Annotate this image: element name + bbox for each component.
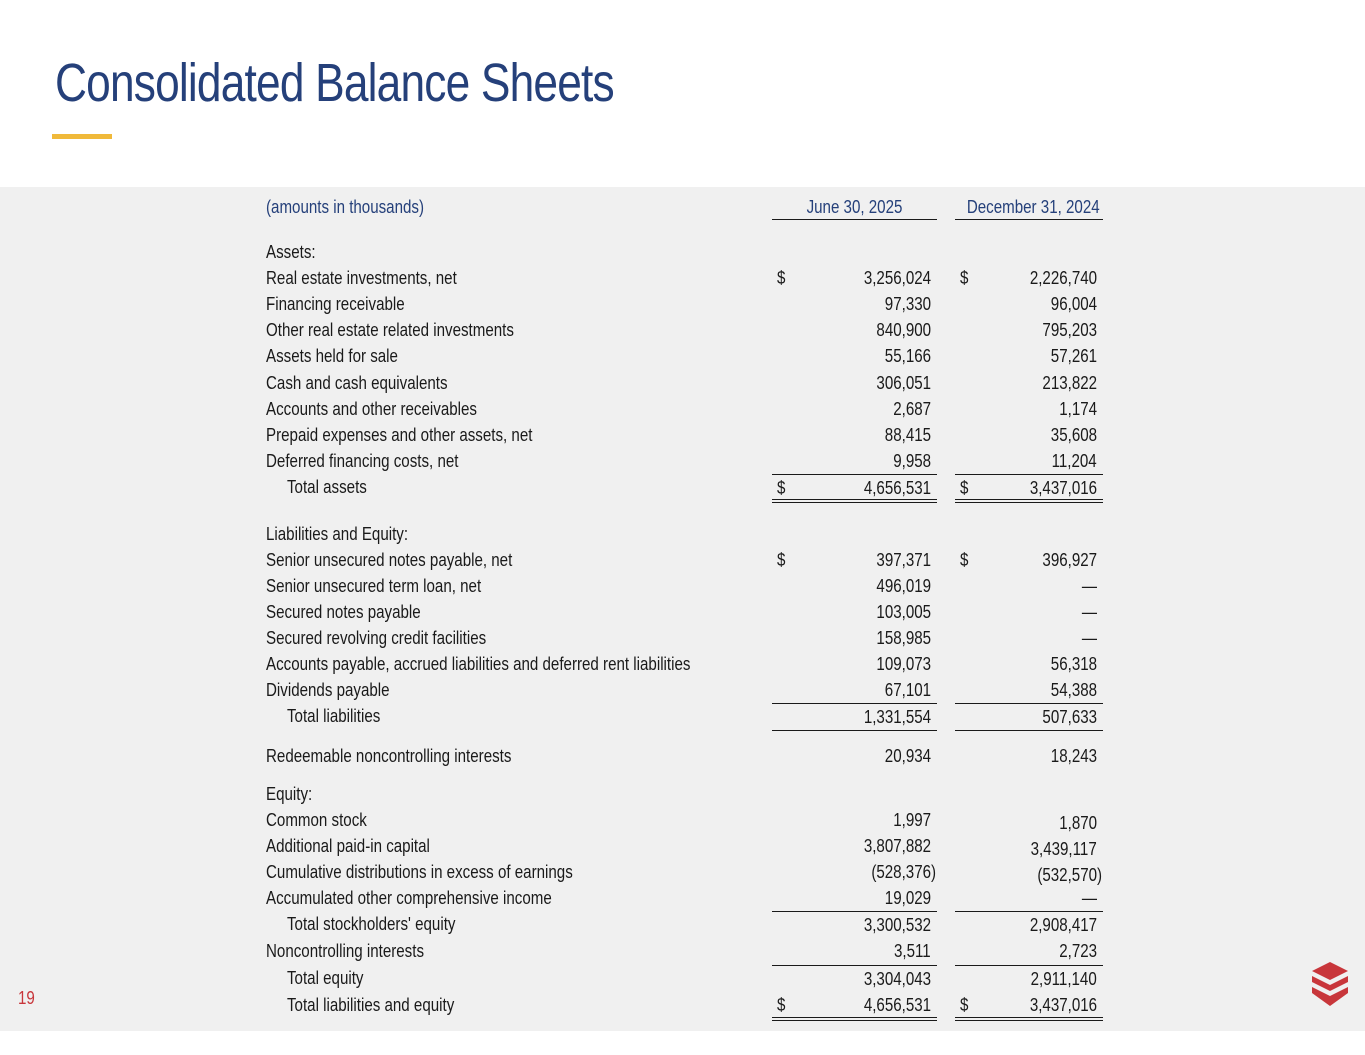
col1-value: 3,300,532 xyxy=(863,915,931,935)
col1-cell xyxy=(772,343,937,369)
col1-value: 9,958 xyxy=(893,451,931,471)
col2-value: — xyxy=(1081,602,1097,622)
table-row xyxy=(0,625,1365,651)
col1-cell xyxy=(772,625,937,651)
col2-cell xyxy=(955,743,1103,769)
grand-total-row xyxy=(0,992,1365,1018)
col1-value: 4,656,531 xyxy=(863,995,931,1015)
units-label: (amounts in thousands) xyxy=(266,197,425,217)
row-label: Real estate investments, net xyxy=(266,268,457,288)
col2-value: 213,822 xyxy=(1042,373,1097,393)
row-label: Total equity xyxy=(287,968,364,988)
row-label: Senior unsecured term loan, net xyxy=(266,576,482,596)
row-label: Cash and cash equivalents xyxy=(266,373,448,393)
row-label: Additional paid-in capital xyxy=(266,836,430,856)
table-row xyxy=(0,651,1365,677)
col1-value: 20,934 xyxy=(884,746,931,766)
col1-value: 109,073 xyxy=(876,654,931,674)
row-label: Deferred financing costs, net xyxy=(266,451,459,471)
row-label: Assets held for sale xyxy=(266,346,398,366)
col2-header: December 31, 2024 xyxy=(966,197,1100,217)
col2-value: 3,437,016 xyxy=(1029,995,1097,1015)
col2-value: 96,004 xyxy=(1050,294,1097,314)
total-row xyxy=(0,965,1365,991)
col1-value: 4,656,531 xyxy=(863,478,931,498)
table-row xyxy=(0,859,1365,885)
col2-value: 2,911,140 xyxy=(1030,969,1097,989)
row-label: Dividends payable xyxy=(266,680,390,700)
row-label: Senior unsecured notes payable, net xyxy=(266,550,513,570)
col1-value: 2,687 xyxy=(893,399,931,419)
col2-value: 3,439,117 xyxy=(1030,839,1097,859)
col2-cell xyxy=(955,317,1103,343)
row-label: Accounts and other receivables xyxy=(266,399,477,419)
col2-value: 1,870 xyxy=(1059,813,1097,833)
col2-cell xyxy=(955,703,1103,731)
col2-value: 2,908,417 xyxy=(1029,915,1097,935)
table-row xyxy=(0,291,1365,317)
col2-cell xyxy=(955,422,1103,448)
page-title: Consolidated Balance Sheets xyxy=(55,53,614,113)
row-label: Liabilities and Equity: xyxy=(266,524,409,544)
col1-cell xyxy=(772,677,937,703)
col2-value: 57,261 xyxy=(1050,346,1097,366)
col2-cell xyxy=(955,911,1103,937)
col2-cell xyxy=(955,448,1103,474)
col2-cell xyxy=(955,992,1103,1021)
section-heading-row xyxy=(0,239,1365,265)
col1-value: 19,029 xyxy=(884,888,931,908)
col1-header: June 30, 2025 xyxy=(806,197,903,217)
col1-value: 97,330 xyxy=(884,294,931,314)
col1-cell xyxy=(772,938,937,964)
col1-cell xyxy=(772,370,937,396)
col1-value: 3,256,024 xyxy=(863,268,931,288)
row-label: Common stock xyxy=(266,810,367,830)
col1-cell xyxy=(772,911,937,937)
col1-value: 55,166 xyxy=(884,346,931,366)
col1-value: 103,005 xyxy=(876,602,931,622)
row-label: Cumulative distributions in excess of earnings xyxy=(266,862,573,882)
col2-value: 2,723 xyxy=(1059,941,1097,961)
col1-cell xyxy=(772,859,937,885)
col1-cell xyxy=(772,599,937,625)
row-label: Redeemable noncontrolling interests xyxy=(266,746,512,766)
col2-cell xyxy=(955,573,1103,599)
table-row xyxy=(0,677,1365,703)
col2-cell xyxy=(955,938,1103,964)
col1-cell xyxy=(772,885,937,911)
currency-symbol: $ xyxy=(777,478,786,498)
col1-value: 3,304,043 xyxy=(863,969,931,989)
row-label: Financing receivable xyxy=(266,294,405,314)
col2-value: — xyxy=(1081,628,1097,648)
table-row xyxy=(0,547,1365,573)
table-row xyxy=(0,422,1365,448)
col1-cell xyxy=(772,703,937,731)
col2-value: 54,388 xyxy=(1050,680,1097,700)
col2-value: 3,437,016 xyxy=(1029,478,1097,498)
table-row xyxy=(0,370,1365,396)
currency-symbol: $ xyxy=(777,550,786,570)
col1-cell xyxy=(772,396,937,422)
table-row xyxy=(0,938,1365,964)
col1-value: 840,900 xyxy=(876,320,931,340)
col1-value: (528,376) xyxy=(871,862,936,882)
table-row xyxy=(0,885,1365,911)
col2-cell xyxy=(955,599,1103,625)
row-label: Assets: xyxy=(266,242,316,262)
col2-value: 35,608 xyxy=(1050,425,1097,445)
col1-value: 3,807,882 xyxy=(863,836,931,856)
col1-cell xyxy=(772,573,937,599)
col2-value: 507,633 xyxy=(1042,707,1097,727)
col2-cell xyxy=(955,651,1103,677)
col2-value: 396,927 xyxy=(1042,550,1097,570)
currency-symbol: $ xyxy=(960,550,969,570)
total-row xyxy=(0,474,1365,500)
col1-value: 3,511 xyxy=(894,941,931,961)
col1-value: 67,101 xyxy=(884,680,931,700)
row-label: Total liabilities and equity xyxy=(287,995,455,1015)
col2-cell xyxy=(955,885,1103,911)
col1-cell xyxy=(772,743,937,769)
col1-value: 306,051 xyxy=(876,373,931,393)
col2-cell xyxy=(955,625,1103,651)
table-row xyxy=(0,396,1365,422)
table-row xyxy=(0,317,1365,343)
col1-cell xyxy=(772,317,937,343)
col2-cell xyxy=(955,370,1103,396)
row-label: Total liabilities xyxy=(287,706,381,726)
col2-cell xyxy=(955,396,1103,422)
col2-cell xyxy=(955,547,1103,573)
section-heading-row xyxy=(0,781,1365,807)
col1-cell xyxy=(772,651,937,677)
title-accent-bar xyxy=(52,134,112,139)
col2-value: 795,203 xyxy=(1042,320,1097,340)
col2-value: 56,318 xyxy=(1050,654,1097,674)
col1-cell xyxy=(772,992,937,1021)
col2-value: — xyxy=(1081,576,1097,596)
row-label: Noncontrolling interests xyxy=(266,941,425,961)
table-row xyxy=(0,743,1365,769)
col1-cell xyxy=(772,291,937,317)
col1-value: 158,985 xyxy=(876,628,931,648)
table-row xyxy=(0,343,1365,369)
col2-cell xyxy=(955,474,1103,503)
col2-cell xyxy=(955,677,1103,703)
col1-header-cell xyxy=(772,194,937,220)
currency-symbol: $ xyxy=(777,268,786,288)
table-row xyxy=(0,265,1365,291)
col1-value: 88,415 xyxy=(884,425,931,445)
col2-cell xyxy=(955,265,1103,291)
col2-cell xyxy=(955,291,1103,317)
row-label: Total assets xyxy=(287,477,367,497)
col2-value: (532,570) xyxy=(1037,865,1102,885)
table-row xyxy=(0,573,1365,599)
col1-value: 496,019 xyxy=(876,576,931,596)
col2-value: 2,226,740 xyxy=(1029,268,1097,288)
col2-value: 1,174 xyxy=(1059,399,1097,419)
currency-symbol: $ xyxy=(960,478,969,498)
currency-symbol: $ xyxy=(960,995,969,1015)
table-header-row xyxy=(0,194,1365,220)
col2-cell xyxy=(955,965,1103,991)
table-row xyxy=(0,599,1365,625)
total-row xyxy=(0,703,1365,729)
row-label: Secured notes payable xyxy=(266,602,421,622)
row-label: Accumulated other comprehensive income xyxy=(266,888,552,908)
col1-value: 1,997 xyxy=(893,810,931,830)
col1-cell xyxy=(772,422,937,448)
col1-cell xyxy=(772,833,937,859)
company-logo-icon xyxy=(1310,962,1350,1008)
row-label: Total stockholders' equity xyxy=(287,914,456,934)
col2-value: 11,204 xyxy=(1051,451,1097,471)
col1-value: 1,331,554 xyxy=(863,707,931,727)
col2-header-cell xyxy=(955,194,1103,220)
col2-cell xyxy=(955,343,1103,369)
row-label: Equity: xyxy=(266,784,313,804)
total-row xyxy=(0,911,1365,937)
col1-value: 397,371 xyxy=(876,550,931,570)
table-row xyxy=(0,807,1365,833)
table-row xyxy=(0,833,1365,859)
col1-cell xyxy=(772,265,937,291)
col1-cell xyxy=(772,965,937,991)
col2-value: — xyxy=(1081,888,1097,908)
currency-symbol: $ xyxy=(960,268,969,288)
col1-cell xyxy=(772,474,937,503)
page-number: 19 xyxy=(18,988,35,1008)
row-label: Accounts payable, accrued liabilities and deferred rent liabilities xyxy=(266,654,691,674)
col1-cell xyxy=(772,547,937,573)
col1-cell xyxy=(772,448,937,474)
row-label: Other real estate related investments xyxy=(266,320,514,340)
table-row xyxy=(0,448,1365,474)
col2-value: 18,243 xyxy=(1050,746,1097,766)
section-heading-row xyxy=(0,521,1365,547)
row-label: Secured revolving credit facilities xyxy=(266,628,487,648)
row-label: Prepaid expenses and other assets, net xyxy=(266,425,533,445)
currency-symbol: $ xyxy=(777,995,786,1015)
col1-cell xyxy=(772,807,937,833)
